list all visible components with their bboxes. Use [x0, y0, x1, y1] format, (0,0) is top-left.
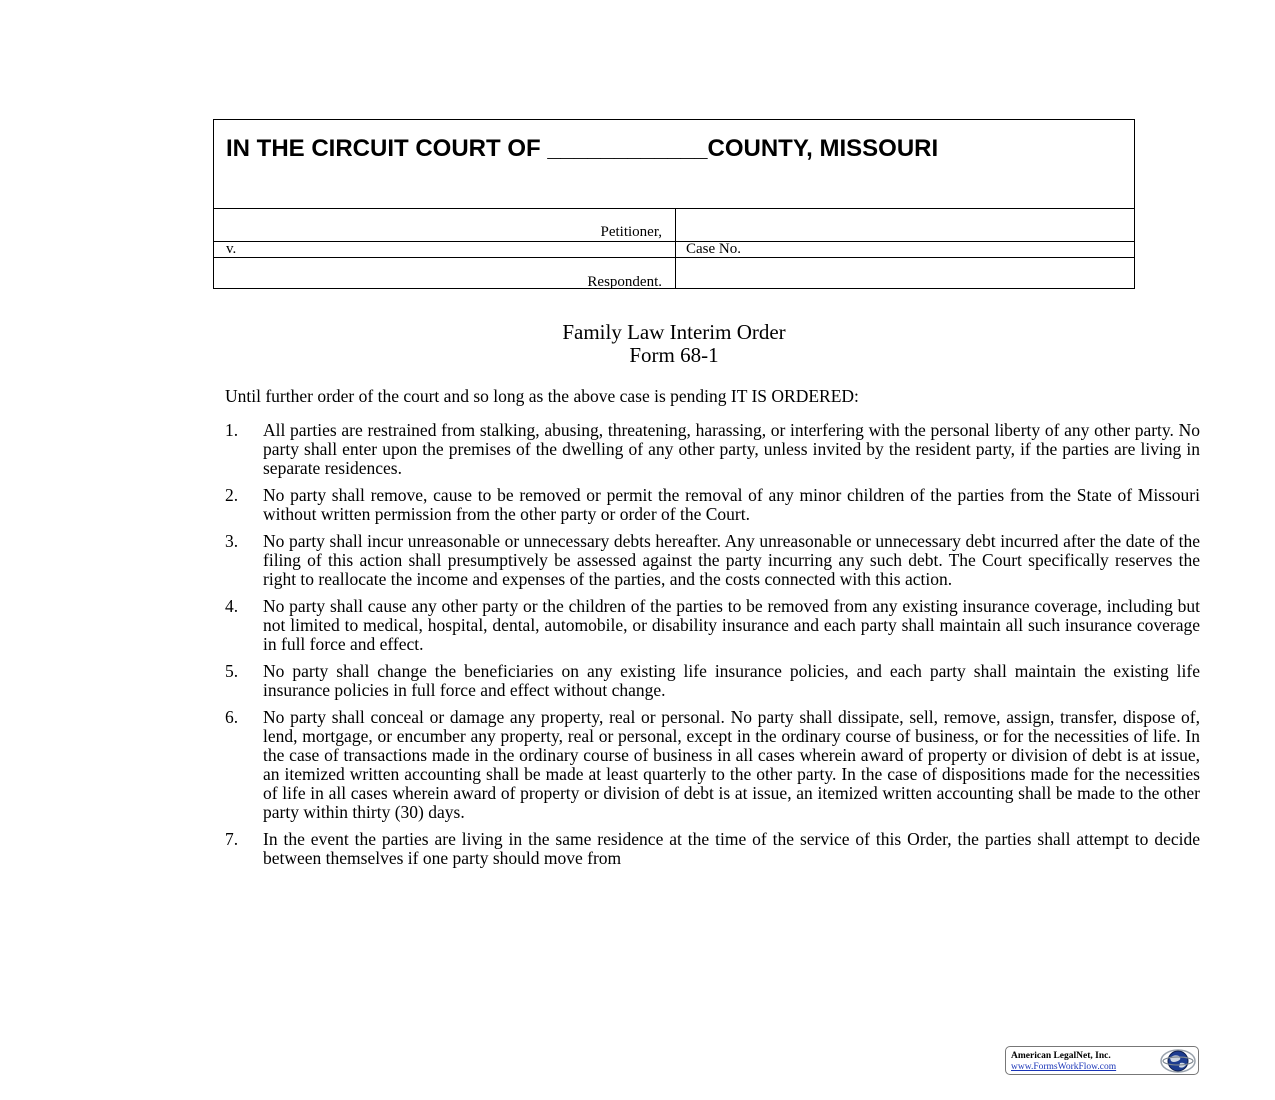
court-title: IN THE CIRCUIT COURT OF ____________COUNTY, MISSOURI: [226, 135, 939, 162]
order-number: 6.: [225, 707, 239, 727]
caption-divider: [214, 257, 1134, 258]
american-legalnet-logo: [1005, 1046, 1199, 1075]
order-number: 5.: [225, 661, 239, 681]
order-number: 7.: [225, 829, 239, 849]
order-text: All parties are restrained from stalking, abusing, threatening, harassing, or interfering with the personal liberty of any other party. No party shall enter upon the premises of the dwelling of any other party, unless invited by the resident party, if the parties are living in separate residences.: [263, 420, 1200, 478]
caption-divider: [214, 241, 1134, 242]
order-number: 1.: [225, 420, 239, 440]
form-heading: [213, 321, 1135, 367]
form-number: Form 68-1: [629, 343, 719, 367]
order-text: No party shall conceal or damage any property, real or personal. No party shall dissipate, sell, remove, assign, transfer, dispose of, lend, mortgage, or encumber any property, real or personal, except in the ordinary course of business, or for the necessities of life. In the case of transactions made in the ordinary course of business in all cases wherein award of property or division of debt is at issue, an itemized written accounting shall be made at least quarterly to the other party. In the case of dispositions made for the necessities of life in all cases wherein award of property or division of debt is at issue, an itemized written accounting shall be made to the other party within thirty (30) days.: [263, 707, 1200, 822]
order-item: [225, 708, 1200, 822]
order-item: [225, 597, 1200, 654]
order-number: 2.: [225, 485, 239, 505]
petitioner-label: Petitioner,: [600, 224, 662, 240]
order-text: No party shall remove, cause to be removed or permit the removal of any minor children of the parties from the State of Missouri without written permission from the other party or order of the Court.: [263, 485, 1200, 524]
order-item: [225, 532, 1200, 589]
order-number: 4.: [225, 596, 239, 616]
order-item: [225, 486, 1200, 524]
order-item: [225, 662, 1200, 700]
form-title: Family Law Interim Order: [562, 320, 786, 344]
logo-company-name: American LegalNet, Inc.: [1011, 1051, 1111, 1061]
caption-divider: [214, 208, 1134, 209]
versus-label: v.: [226, 241, 237, 257]
order-intro: Until further order of the court and so long as the above case is pending IT IS ORDERED:: [225, 386, 859, 406]
order-number: 3.: [225, 531, 239, 551]
order-text: No party shall change the beneficiaries on any existing life insurance policies, and each party shall maintain the existing life insurance policies in full force and effect without change.: [263, 661, 1200, 700]
order-item: [225, 830, 1200, 868]
order-text: No party shall incur unreasonable or unnecessary debts hereafter. Any unreasonable or unnecessary debt incurred after the date of the filing of this action shall presumptively be assessed against the party incurring any such debt. The Court specifically reserves the right to reallocate the income and expenses of the parties, and the costs connected with this action.: [263, 531, 1200, 589]
respondent-label: Respondent.: [587, 274, 662, 290]
order-text: No party shall cause any other party or the children of the parties to be removed from any existing insurance coverage, including but not limited to medical, hospital, dental, automobile, or disability insurance and each party shall maintain all such insurance coverage in full force and effect.: [263, 596, 1200, 654]
globe-icon: [1158, 1048, 1196, 1074]
order-text: In the event the parties are living in the same residence at the time of the service of this Order, the parties shall attempt to decide between themselves if one party should move from: [263, 829, 1200, 868]
order-list: [225, 421, 1200, 876]
order-item: [225, 421, 1200, 478]
case-number-label: Case No.: [686, 241, 741, 257]
caption-column-divider: [675, 208, 676, 289]
formsworkflow-link[interactable]: www.FormsWorkFlow.com: [1011, 1062, 1117, 1072]
case-caption-box: [213, 119, 1135, 289]
